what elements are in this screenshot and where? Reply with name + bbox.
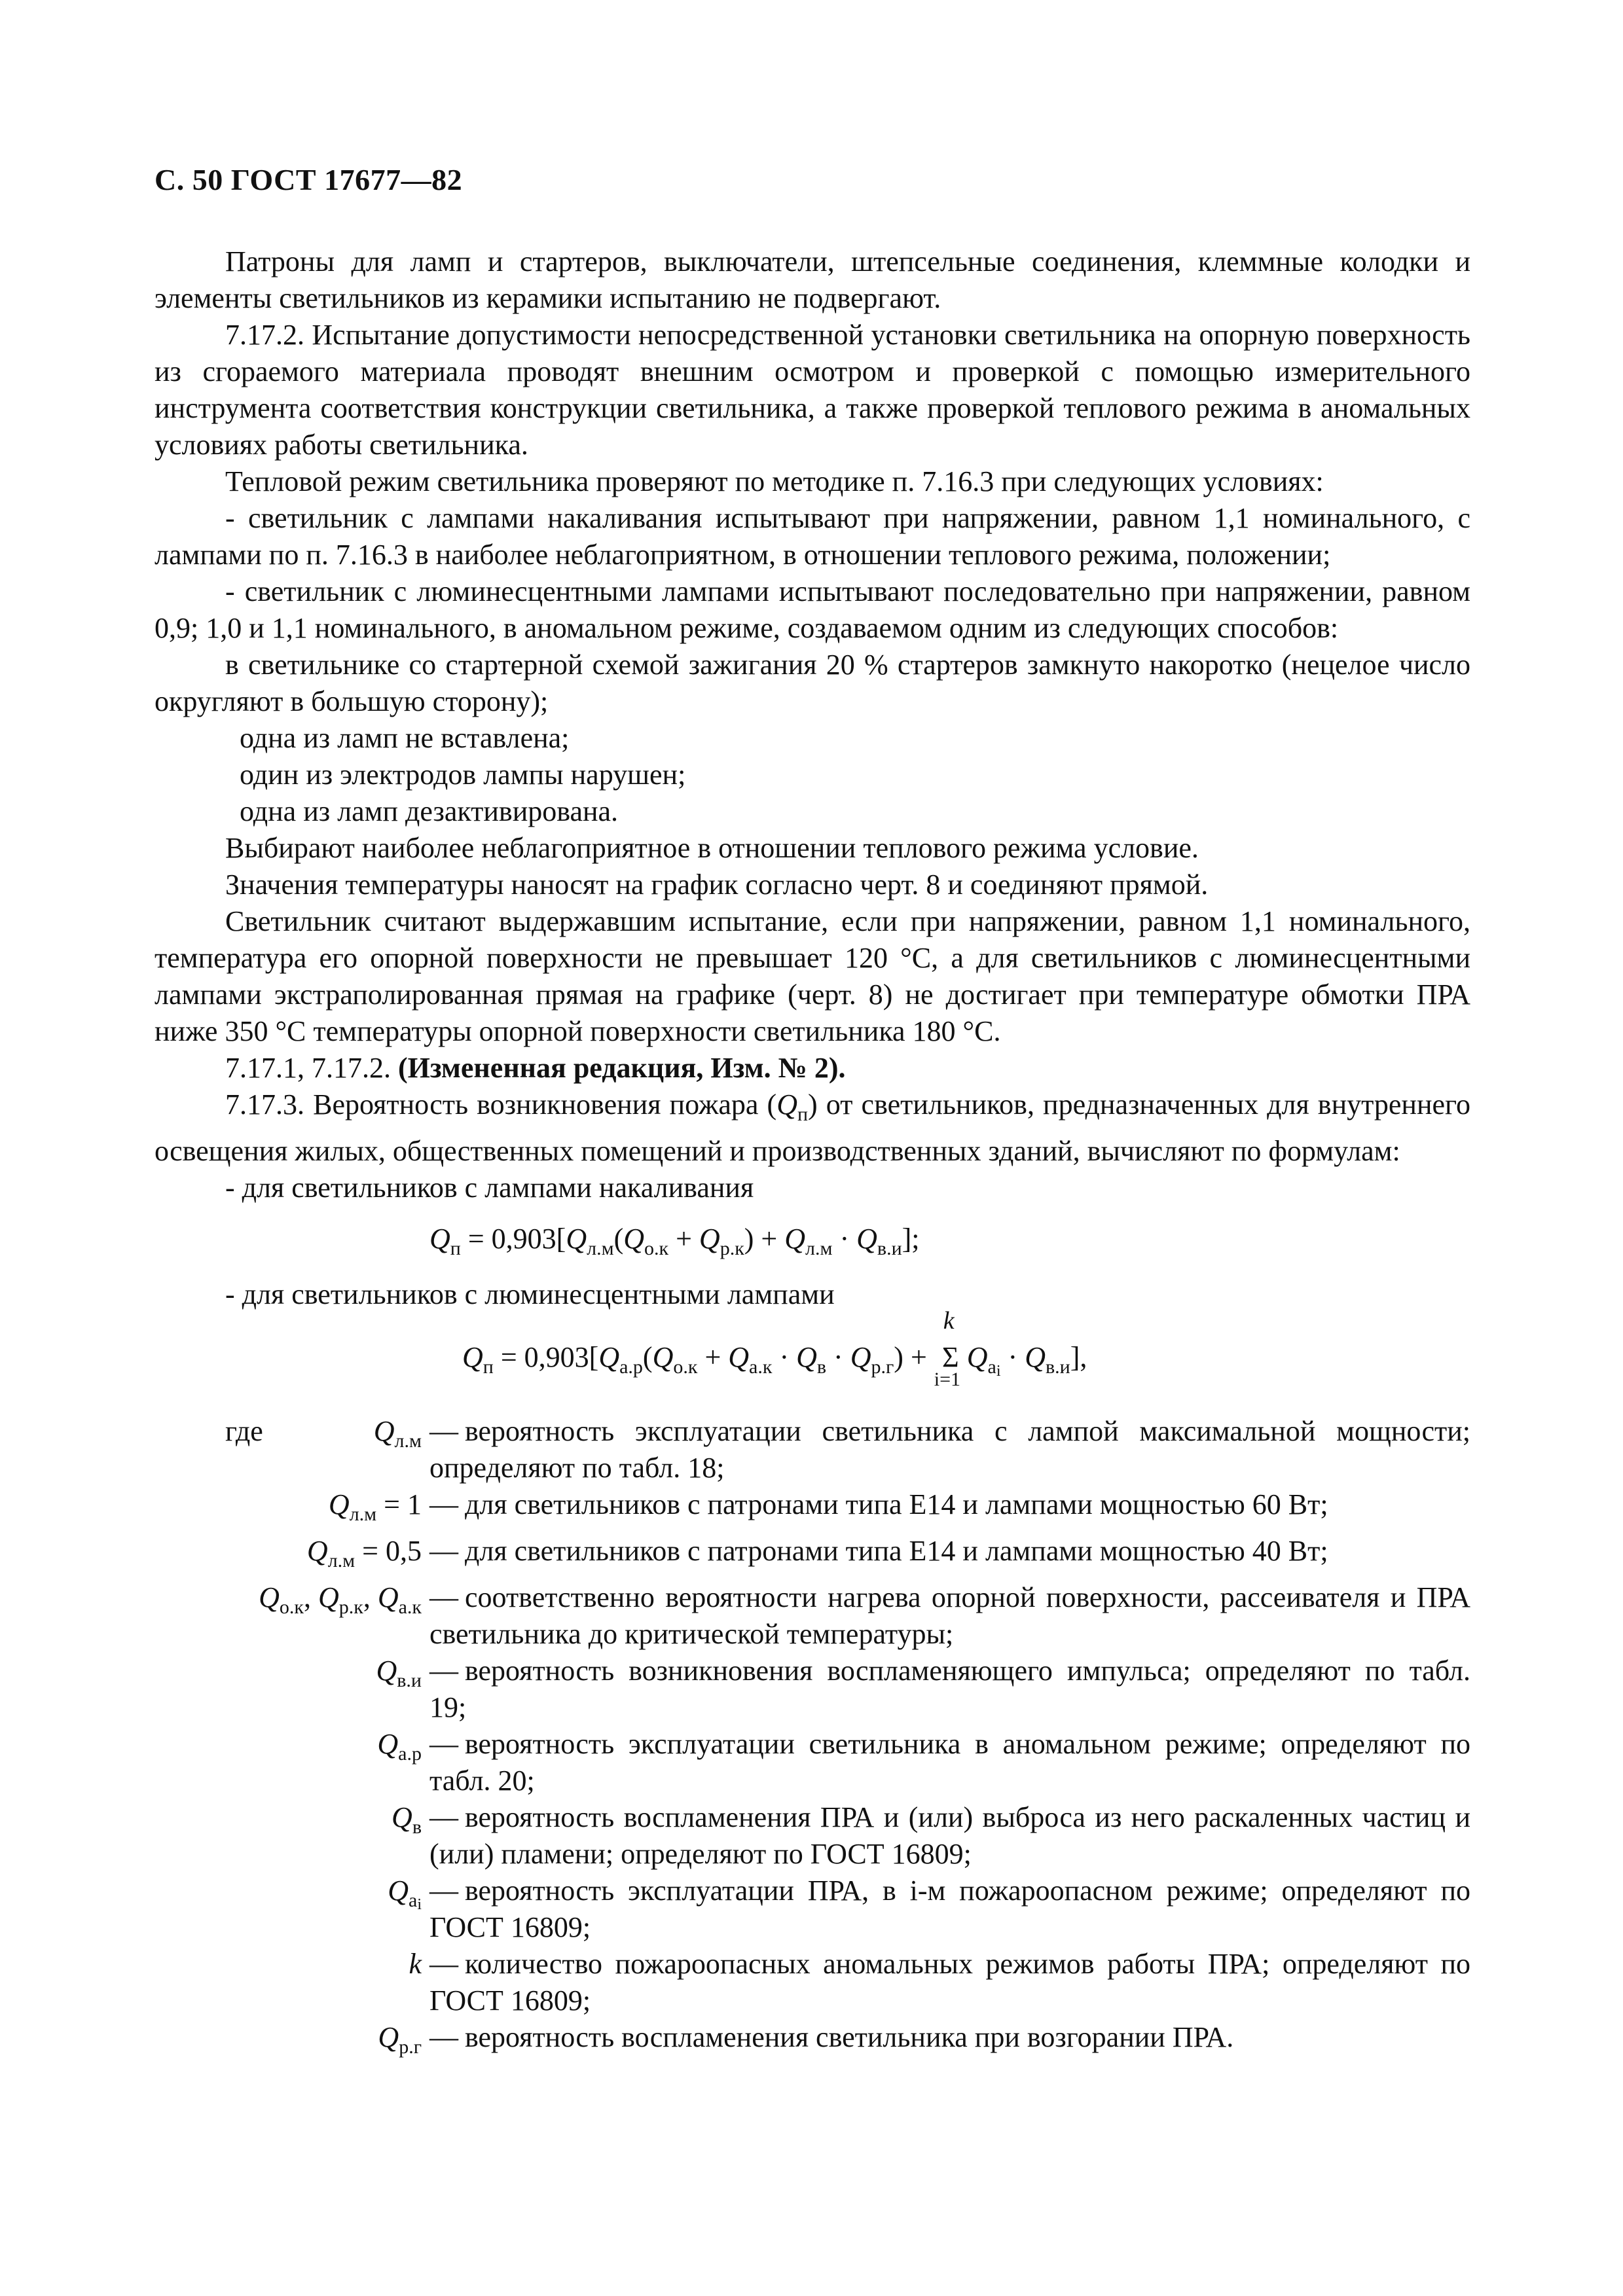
legend-row	[155, 1486, 1470, 1533]
text-run: ) от светильников, предназначенных для внутреннего освещения жилых, общественных помещений и производственных зданий, вычисляют по формулам:	[155, 1088, 1470, 1167]
paragraph: Светильник считают выдержавшим испытание, если при напряжении, равном 1,1 номинального, температура его опорной поверхности не превышает 120 °С, а для светильников с люминесцентными лампами экстраполированная прямая на графике (черт. 8) не достигает при температуре обмотки ПРА ниже 350 °С температуры опорной поверхности светильника 180 °С.	[155, 905, 1470, 1047]
legend-text: соответственно вероятности нагрева опорной поверхности, рассеивателя и ПРА светильника до критической температуры;	[429, 1581, 1470, 1650]
legend-row	[155, 1946, 1470, 2019]
legend-row	[155, 1533, 1470, 1579]
amendment-note: (Измененная редакция, Изм. № 2).	[398, 1052, 846, 1084]
summation-sign: Σ k i=1	[934, 1339, 967, 1376]
legend-symbol: k	[409, 1948, 422, 1980]
legend-text: вероятность эксплуатации светильника с лампой максимальной мощности; определяют по табл. 18;	[429, 1415, 1470, 1484]
legend-text: вероятность эксплуатации ПРА, в i-м пожароопасном режиме; определяют по ГОСТ 16809;	[429, 1874, 1470, 1943]
paragraph	[155, 1050, 1470, 1086]
legend-key: где $Q_{л.м}$	[155, 1413, 429, 1460]
formula-fluorescent: $Q_п = 0,903[Q_{а.р}(Q_{о.к} + Q_{а.к} \cdot Q_в \cdot Q_{р.г}) + \Sigma$ k i=1 $Q_{а_i} \cdot Q_{в.и}$],	[155, 1339, 1470, 1390]
paragraph: - для светильников с лампами накаливания	[225, 1172, 754, 1204]
legend-row	[155, 2019, 1470, 2066]
legend-text: вероятность возникновения воспламеняющего импульса; определяют по табл. 19;	[429, 1655, 1470, 1723]
legend-key: $Q_{л.м} = 0,5$	[306, 1535, 422, 1571]
sum-lower-limit: i=1	[934, 1369, 961, 1390]
legend-row	[155, 1653, 1470, 1726]
symbol-legend	[155, 1413, 1470, 2066]
legend-desc: — вероятность возникновения воспламеняющего импульса; определяют по табл. 19;	[429, 1655, 1470, 1723]
paragraph: в светильнике со стартерной схемой зажигания 20 % стартеров замкнуто накоротко (нецелое число округляют в большую сторону);	[155, 649, 1470, 717]
legend-desc: — вероятность воспламенения ПРА и (или) выброса из него раскаленных частиц и (или) пламени; определяют по ГОСТ 16809;	[429, 1801, 1470, 1870]
legend-key: $Q_{л.м} = 1$	[328, 1488, 422, 1525]
paragraph: - для светильников с люминесцентными лампами	[225, 1278, 835, 1310]
paragraph: - светильник с люминесцентными лампами испытывают последовательно при напряжении, равном 0,9; 1,0 и 1,1 номинального, в аномальном режиме, создаваемом одним из следующих способов:	[155, 575, 1470, 644]
legend-desc: — вероятность эксплуатации светильника в аномальном режиме; определяют по табл. 20;	[429, 1728, 1470, 1797]
paragraph: Тепловой режим светильника проверяют по методике п. 7.16.3 при следующих условиях:	[225, 465, 1324, 497]
legend-key: $Q_{о.к}$, $Q_{р.к}$, $Q_{а.к}$	[259, 1581, 422, 1618]
legend-text: для светильников с патронами типа Е14 и лампами мощностью 60 Вт;	[465, 1488, 1328, 1520]
legend-key: $Q_в$	[392, 1801, 422, 1838]
legend-key	[155, 1946, 429, 1982]
paragraph: Патроны для ламп и стартеров, выключатели, штепсельные соединения, клеммные колодки и элементы светильников из керамики испытанию не подвергают.	[155, 245, 1470, 314]
section-refs: 7.17.1, 7.17.2.	[225, 1052, 398, 1084]
legend-row	[155, 1873, 1470, 1946]
legend-text: вероятность воспламенения ПРА и (или) выброса из него раскаленных частиц и (или) пламени; определяют по ГОСТ 16809;	[429, 1801, 1470, 1870]
legend-desc: — количество пожароопасных аномальных режимов работы ПРА; определяют по ГОСТ 16809;	[429, 1948, 1470, 2017]
legend-key: $Q_{в.и}$	[376, 1655, 422, 1691]
list-item: одна из ламп дезактивирована.	[240, 795, 619, 827]
legend-row	[155, 1799, 1470, 1873]
legend-text: вероятность эксплуатации светильника в аномальном режиме; определяют по табл. 20;	[429, 1728, 1470, 1797]
legend-text: для светильников с патронами типа Е14 и лампами мощностью 40 Вт;	[465, 1535, 1328, 1567]
paragraph: - светильник с лампами накаливания испытывают при напряжении, равном 1,1 номинального, с лампами по п. 7.16.3 в наиболее неблагоприятном, в отношении теплового режима, положении;	[155, 502, 1470, 571]
legend-key: $Q_{р.г}$	[378, 2021, 422, 2058]
list-item: одна из ламп не вставлена;	[240, 722, 570, 754]
legend-text: вероятность воспламенения светильника при возгорании ПРА.	[465, 2021, 1234, 2053]
legend-desc: — вероятность эксплуатации светильника с лампой максимальной мощности; определяют по табл. 18;	[429, 1415, 1470, 1484]
legend-desc: — вероятность воспламенения светильника при возгорании ПРА.	[429, 2021, 1234, 2053]
legend-row	[155, 1413, 1470, 1486]
paragraph: 7.17.2. Испытание допустимости непосредственной установки светильника на опорную поверхность из сгораемого материала проводят внешним осмотром и проверкой с помощью измерительного инструмента соответствия конструкции светильника, а также проверкой теплового режима в аномальных условиях работы светильника.	[155, 319, 1470, 461]
legend-desc: — вероятность эксплуатации ПРА, в i-м пожароопасном режиме; определяют по ГОСТ 16809;	[429, 1874, 1470, 1943]
legend-row	[155, 1726, 1470, 1799]
text-run: 7.17.3. Вероятность возникновения пожара (	[225, 1088, 777, 1121]
legend-desc: — для светильников с патронами типа Е14 и лампами мощностью 60 Вт;	[429, 1488, 1328, 1520]
legend-desc: — для светильников с патронами типа Е14 и лампами мощностью 40 Вт;	[429, 1535, 1328, 1567]
symbol: Q	[776, 1088, 797, 1121]
paragraph	[155, 1086, 1470, 1170]
legend-row	[155, 1579, 1470, 1653]
legend-key: $Q_{а_i}$	[388, 1874, 422, 1913]
list-item: один из электродов лампы нарушен;	[240, 759, 686, 791]
paragraph: Значения температуры наносят на график согласно черт. 8 и соединяют прямой.	[225, 869, 1209, 901]
legend-key: $Q_{а.р}$	[377, 1728, 422, 1765]
subscript: п	[797, 1103, 809, 1125]
legend-desc: — соответственно вероятности нагрева опорной поверхности, рассеивателя и ПРА светильника до критической температуры;	[429, 1581, 1470, 1650]
page-header: С. 50 ГОСТ 17677—82	[155, 163, 463, 196]
document-body	[155, 243, 1470, 2066]
legend-text: количество пожароопасных аномальных режимов работы ПРА; определяют по ГОСТ 16809;	[429, 1948, 1470, 2017]
formula-incandescent: $Q_п = 0,903[Q_{л.м}(Q_{о.к} + Q_{р.к}) + Q_{л.м} \cdot Q_{в.и}]$;	[429, 1223, 920, 1259]
sum-upper-limit: k	[943, 1307, 955, 1335]
paragraph: Выбирают наиболее неблагоприятное в отношении теплового режима условие.	[225, 832, 1199, 864]
where-label: где	[225, 1415, 263, 1447]
